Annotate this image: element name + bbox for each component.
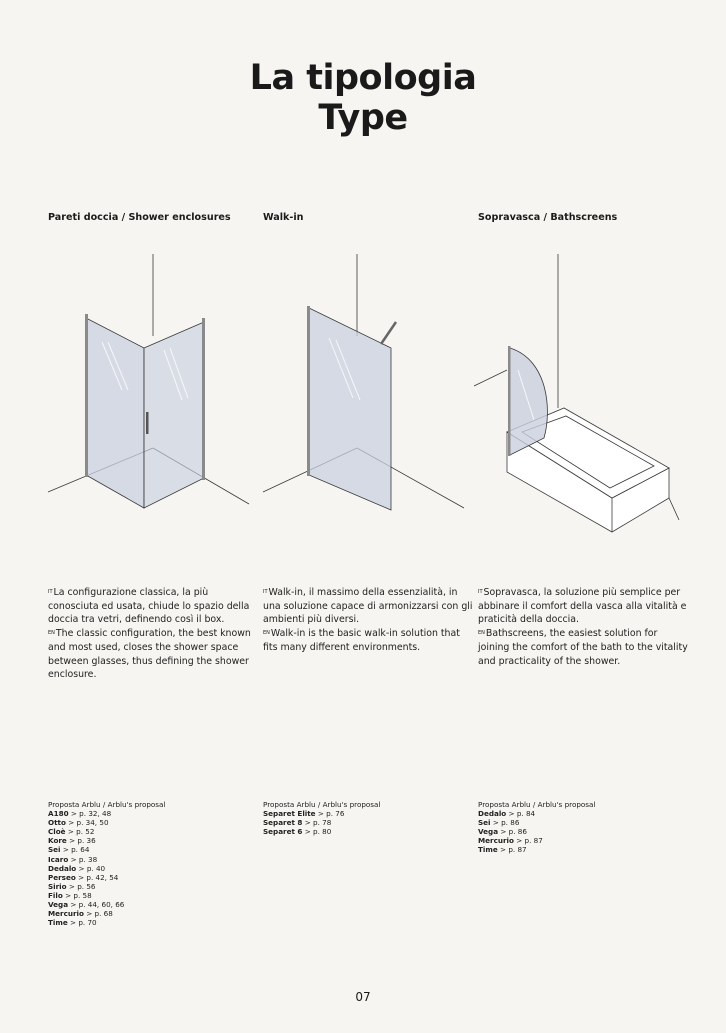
product-item [263,809,380,818]
product-item [48,818,165,827]
product-item [48,836,165,845]
lang-tag-it: IT [263,589,268,595]
description-en: The classic configuration, the best known and most used, closes the shower space between glasses, thus defining the shower enclosure. [48,628,251,681]
description-it: Sopravasca, la soluzione più semplice per abbinare il comfort della vasca alla vitalità e praticità della doccia. [478,587,687,626]
product-list [263,809,380,836]
product-pages: > p. 68 [86,909,113,919]
product-name: Mercurio [48,909,84,919]
description-it: Walk-in, il massimo della essenzialità, in una soluzione capace di armonizzarsi con gli ambienti più diversi. [263,587,473,626]
product-pages: > p. 86 [492,818,520,828]
product-pages: > p. 38 [70,854,98,864]
product-pages: > p. 34, 50 [68,818,109,828]
product-name: Mercurio [478,836,514,846]
column-description [478,586,688,668]
product-name: Cloè [48,827,66,837]
product-pages: > p. 56 [68,881,96,891]
product-name: A180 [48,809,69,819]
column-heading: Walk-in [263,212,304,223]
product-pages: > p. 44, 60, 66 [70,900,125,910]
product-name: Separet 8 [263,818,303,828]
product-pages: > p. 32, 48 [70,809,112,819]
product-name: Perseo [48,872,76,882]
shower-enclosure-illustration [44,250,254,512]
product-item [48,855,165,864]
product-item [48,809,165,818]
product-pages: > p. 40 [78,863,106,873]
product-item [478,827,595,836]
product-item [478,818,595,827]
description-en: Walk-in is the basic walk-in solution that fits many different environments. [263,628,460,653]
product-pages: > p. 87 [500,845,527,855]
product-pages: > p. 84 [508,809,536,819]
product-item [48,918,165,927]
product-list [478,809,595,854]
page-number: 07 [355,990,371,1004]
proposal-list [478,800,595,855]
proposal-list [263,800,380,836]
proposal-label: Proposta Arblu / Arblu's proposal [263,800,381,809]
title-line-en: Type [318,98,408,138]
lang-tag-en: EN [263,630,270,637]
lang-tag-it: IT [48,589,53,595]
product-name: Separet 6 [263,827,303,837]
product-item [48,864,165,873]
page-title [0,58,726,138]
product-name: Kore [48,836,67,846]
description-en: Bathscreens, the easiest solution for joining the comfort of the bath to the vitality and practicality of the shower. [478,628,688,667]
product-name: Icaro [48,854,69,864]
product-item [48,845,165,854]
product-item [263,827,380,836]
product-pages: > p. 76 [317,809,345,819]
product-item [478,845,595,854]
bathscreen-illustration [474,250,684,535]
column-description [48,586,258,682]
lang-tag-en: EN [48,630,55,637]
product-item [48,882,165,891]
product-name: Separet Elite [263,809,316,819]
product-pages: > p. 52 [67,827,95,837]
product-name: Time [478,845,498,855]
product-pages: > p. 78 [304,818,332,828]
product-item [48,827,165,836]
product-pages: > p. 36 [69,836,96,846]
column-description [263,586,473,655]
product-pages: > p. 42, 54 [78,872,119,882]
column-heading: Pareti doccia / Shower enclosures [48,212,231,223]
product-pages: > p. 64 [62,845,90,855]
proposal-label: Proposta Arblu / Arblu's proposal [478,800,596,809]
title-line-it: La tipologia [249,58,477,98]
product-item [48,873,165,882]
product-item [263,818,380,827]
walk-in-illustration [259,250,469,512]
product-name: Dedalo [478,809,507,819]
product-pages: > p. 87 [516,836,543,846]
product-name: Vega [478,827,499,837]
product-name: Vega [48,900,69,910]
column-heading: Sopravasca / Bathscreens [478,212,618,223]
product-item [48,891,165,900]
proposal-label: Proposta Arblu / Arblu's proposal [48,800,166,809]
product-pages: > p. 58 [65,890,92,900]
product-item [478,809,595,818]
product-name: Sirio [48,881,67,891]
product-pages: > p. 80 [304,827,332,837]
product-item [48,900,165,909]
product-name: Time [48,918,68,928]
product-pages: > p. 70 [70,918,97,928]
product-pages: > p. 86 [500,827,527,837]
product-name: Filo [48,890,63,900]
lang-tag-en: EN [478,630,485,637]
proposal-list [48,800,165,927]
product-item [478,836,595,845]
product-name: Sei [478,818,491,828]
lang-tag-it: IT [478,589,483,595]
product-name: Sei [48,845,61,855]
description-it: La configurazione classica, la più conosciuta ed usata, chiude lo spazio della doccia tra vetri, definendo così il box. [48,587,250,626]
product-list [48,809,165,927]
product-name: Otto [48,818,66,828]
product-item [48,909,165,918]
product-name: Dedalo [48,863,77,873]
